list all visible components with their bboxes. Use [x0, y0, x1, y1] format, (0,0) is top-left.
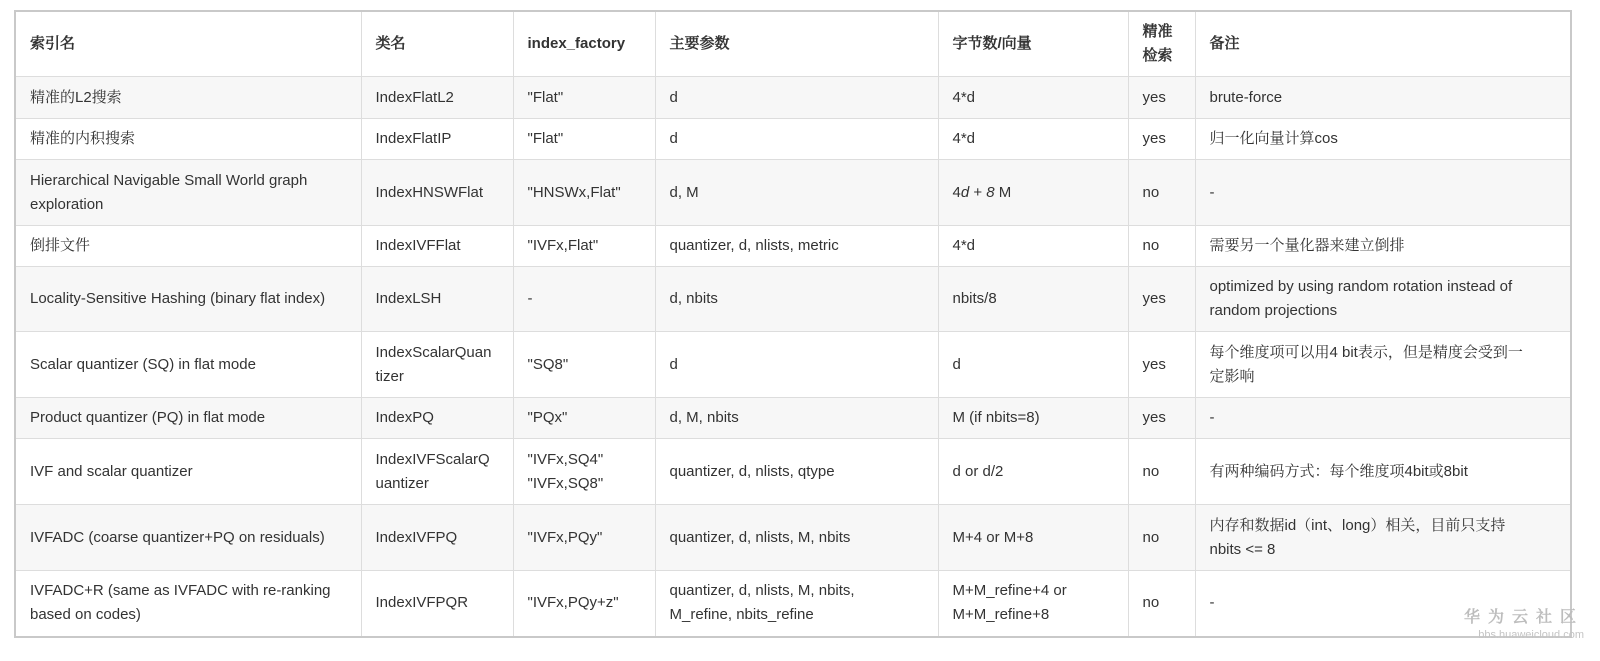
table-row [15, 119, 1571, 160]
cell-text: d [669, 88, 678, 106]
header-index-name: 索引名 [15, 11, 361, 77]
cell-exact-search: yes [1128, 267, 1195, 332]
cell-class-name [361, 398, 513, 439]
cell-bytes-per-vector [938, 267, 1128, 332]
cell-bytes-per-vector [938, 571, 1128, 637]
bytes-formula-part: + [969, 183, 987, 201]
table-header-row [15, 11, 1571, 77]
cell-exact-search: yes [1128, 332, 1195, 398]
cell-index-factory [513, 439, 655, 505]
cell-main-params [655, 226, 938, 267]
header-notes: 备注 [1195, 11, 1571, 77]
cell-index-factory [513, 267, 655, 332]
cell-text: uantizer [375, 474, 429, 492]
faiss-index-table [14, 10, 1572, 638]
cell-text: nbits <= 8 [1209, 540, 1276, 558]
cell-text: IndexFlatL2 [375, 88, 454, 106]
cell-text: Locality-Sensitive Hashing (binary flat index) [30, 290, 326, 307]
cell-notes [1195, 77, 1571, 119]
cell-text: quantizer, d, nlists, M, nbits [669, 528, 851, 546]
cell-text: IndexPQ [375, 409, 434, 426]
cell-text: IVF and scalar quantizer [30, 462, 193, 480]
cell-text: 4*d [952, 130, 976, 147]
table-row [15, 398, 1571, 439]
cell-text: - [527, 290, 533, 307]
cell-class-name [361, 571, 513, 637]
cell-index-factory [513, 77, 655, 119]
cell-exact-search: no [1128, 226, 1195, 267]
cell-index-factory [513, 226, 655, 267]
cell-text: nbits/8 [952, 290, 997, 307]
cell-text: IndexFlatIP [375, 130, 452, 147]
header-exact-search-line: 检索 [1142, 47, 1173, 64]
cell-bytes-per-vector [938, 119, 1128, 160]
cell-index-factory [513, 332, 655, 398]
cell-notes [1195, 226, 1571, 267]
cell-main-params [655, 119, 938, 160]
cell-main-params [655, 398, 938, 439]
bytes-formula-part: 8 [986, 183, 995, 201]
cell-exact-search: yes [1128, 119, 1195, 160]
cell-text: "IVFx,SQ8" [527, 474, 604, 492]
table-row [15, 505, 1571, 571]
watermark-url: bbs.huaweicloud.com [1478, 629, 1584, 641]
cell-text: Hierarchical Navigable Small World graph [30, 171, 308, 189]
cell-index-name [15, 226, 361, 267]
cell-text: 精准的内积搜索 [30, 130, 136, 147]
cell-bytes-per-vector [938, 160, 1128, 226]
cell-index-factory [513, 571, 655, 637]
cell-text: "IVFx,Flat" [527, 237, 599, 254]
cell-index-name [15, 571, 361, 637]
cell-main-params [655, 267, 938, 332]
cell-text: d [669, 130, 678, 147]
cell-main-params [655, 332, 938, 398]
cell-index-name [15, 267, 361, 332]
cell-text: M_refine, nbits_refine [669, 606, 814, 624]
cell-index-factory [513, 119, 655, 160]
cell-text: IVFADC+R (same as IVFADC with re-ranking [30, 582, 331, 600]
cell-text: 需要另一个量化器来建立倒排 [1209, 237, 1405, 254]
cell-text: brute-force [1209, 88, 1283, 106]
table-row [15, 332, 1571, 398]
cell-text: "IVFx,PQy+z" [527, 594, 619, 612]
cell-text: - [1209, 409, 1215, 426]
cell-text: "Flat" [527, 88, 564, 106]
cell-bytes-per-vector [938, 226, 1128, 267]
cell-text: 精准的L2搜索 [30, 88, 122, 106]
cell-text: IndexIVFPQR [375, 594, 469, 612]
cell-class-name [361, 267, 513, 332]
cell-bytes-per-vector [938, 505, 1128, 571]
cell-index-factory [513, 398, 655, 439]
cell-exact-search: no [1128, 160, 1195, 226]
cell-text: "IVFx,SQ4" [527, 450, 604, 468]
cell-index-factory [513, 505, 655, 571]
cell-index-name [15, 398, 361, 439]
cell-text: quantizer, d, nlists, metric [669, 237, 839, 254]
cell-text: d or d/2 [952, 462, 1004, 480]
cell-text: 内存和数据id（int、long）相关，目前只支持 [1209, 516, 1506, 534]
header-bytes-per-vector: 字节数/向量 [938, 11, 1128, 77]
cell-text: "SQ8" [527, 355, 569, 373]
cell-exact-search: no [1128, 571, 1195, 637]
cell-text: tizer [375, 367, 404, 385]
cell-index-name [15, 439, 361, 505]
header-exact-search [1128, 11, 1195, 77]
cell-exact-search: yes [1128, 77, 1195, 119]
cell-text: d, M, nbits [669, 409, 739, 426]
cell-class-name [361, 77, 513, 119]
cell-notes [1195, 119, 1571, 160]
table-row [15, 160, 1571, 226]
header-exact-search-line: 精准 [1142, 23, 1173, 40]
cell-bytes-per-vector [938, 398, 1128, 439]
cell-text: M+M_refine+8 [952, 606, 1050, 624]
cell-text: d [669, 355, 678, 373]
cell-text: - [1209, 183, 1215, 201]
cell-main-params [655, 160, 938, 226]
cell-exact-search: yes [1128, 398, 1195, 439]
cell-text: optimized by using random rotation instead of [1209, 278, 1513, 295]
cell-text: IndexLSH [375, 290, 442, 307]
cell-text: M+M_refine+4 or [952, 582, 1067, 600]
cell-main-params [655, 505, 938, 571]
table-row [15, 77, 1571, 119]
cell-text: 4*d [952, 88, 976, 106]
cell-class-name [361, 226, 513, 267]
cell-index-name [15, 119, 361, 160]
bytes-formula-part: d [960, 183, 970, 201]
cell-text: d, nbits [669, 290, 718, 307]
cell-main-params [655, 77, 938, 119]
cell-text: 倒排文件 [30, 237, 91, 254]
cell-text: random projections [1209, 302, 1338, 319]
cell-text: "HNSWx,Flat" [527, 183, 621, 201]
table-row [15, 439, 1571, 505]
cell-text: d [952, 355, 961, 373]
cell-text: quantizer, d, nlists, qtype [669, 462, 835, 480]
cell-index-factory [513, 160, 655, 226]
cell-notes [1195, 160, 1571, 226]
cell-bytes-per-vector [938, 439, 1128, 505]
bytes-formula-part: 4 [952, 183, 961, 201]
cell-text: "Flat" [527, 130, 564, 147]
cell-notes [1195, 439, 1571, 505]
table-row [15, 226, 1571, 267]
cell-text: IVFADC (coarse quantizer+PQ on residuals) [30, 528, 325, 546]
watermark-title: 华为云社区 [1463, 609, 1584, 626]
header-index-factory: index_factory [513, 11, 655, 77]
cell-notes [1195, 267, 1571, 332]
cell-text: IndexIVFFlat [375, 237, 461, 254]
cell-class-name [361, 160, 513, 226]
cell-class-name [361, 332, 513, 398]
cell-text: - [1209, 594, 1215, 612]
cell-text: quantizer, d, nlists, M, nbits, [669, 582, 855, 600]
cell-index-name [15, 160, 361, 226]
cell-text: 归一化向量计算cos [1209, 130, 1338, 147]
cell-main-params [655, 439, 938, 505]
cell-main-params [655, 571, 938, 637]
cell-text: Scalar quantizer (SQ) in flat mode [30, 355, 256, 373]
cell-text: d, M [669, 183, 699, 201]
cell-text: IndexHNSWFlat [375, 183, 484, 201]
cell-text: Product quantizer (PQ) in flat mode [30, 409, 266, 426]
cell-notes [1195, 398, 1571, 439]
cell-text: 每个维度项可以用4 bit表示，但是精度会受到一 [1209, 343, 1523, 361]
cell-text: "IVFx,PQy" [527, 528, 603, 546]
cell-class-name [361, 119, 513, 160]
cell-class-name [361, 505, 513, 571]
cell-text: 4*d [952, 237, 976, 254]
cell-text: 有两种编码方式：每个维度项4bit或8bit [1209, 462, 1468, 480]
cell-text: based on codes) [30, 606, 141, 624]
cell-text: M (if nbits=8) [952, 409, 1040, 426]
cell-text: 定影响 [1209, 367, 1255, 385]
cell-exact-search: no [1128, 505, 1195, 571]
cell-index-name [15, 332, 361, 398]
cell-bytes-per-vector [938, 77, 1128, 119]
cell-text: IndexIVFPQ [375, 528, 458, 546]
cell-exact-search: no [1128, 439, 1195, 505]
cell-text: IndexIVFScalarQ [375, 450, 490, 468]
cell-bytes-per-vector [938, 332, 1128, 398]
cell-notes [1195, 505, 1571, 571]
cell-index-name [15, 505, 361, 571]
header-class-name: 类名 [361, 11, 513, 77]
cell-text: IndexScalarQuan [375, 343, 492, 361]
cell-text: "PQx" [527, 409, 568, 426]
header-main-params: 主要参数 [655, 11, 938, 77]
cell-text: exploration [30, 195, 104, 213]
cell-notes [1195, 332, 1571, 398]
cell-notes [1195, 571, 1571, 637]
bytes-formula-part: M [994, 183, 1012, 201]
table-row [15, 267, 1571, 332]
cell-index-name [15, 77, 361, 119]
cell-class-name [361, 439, 513, 505]
table-row [15, 571, 1571, 637]
cell-text: M+4 or M+8 [952, 528, 1034, 546]
